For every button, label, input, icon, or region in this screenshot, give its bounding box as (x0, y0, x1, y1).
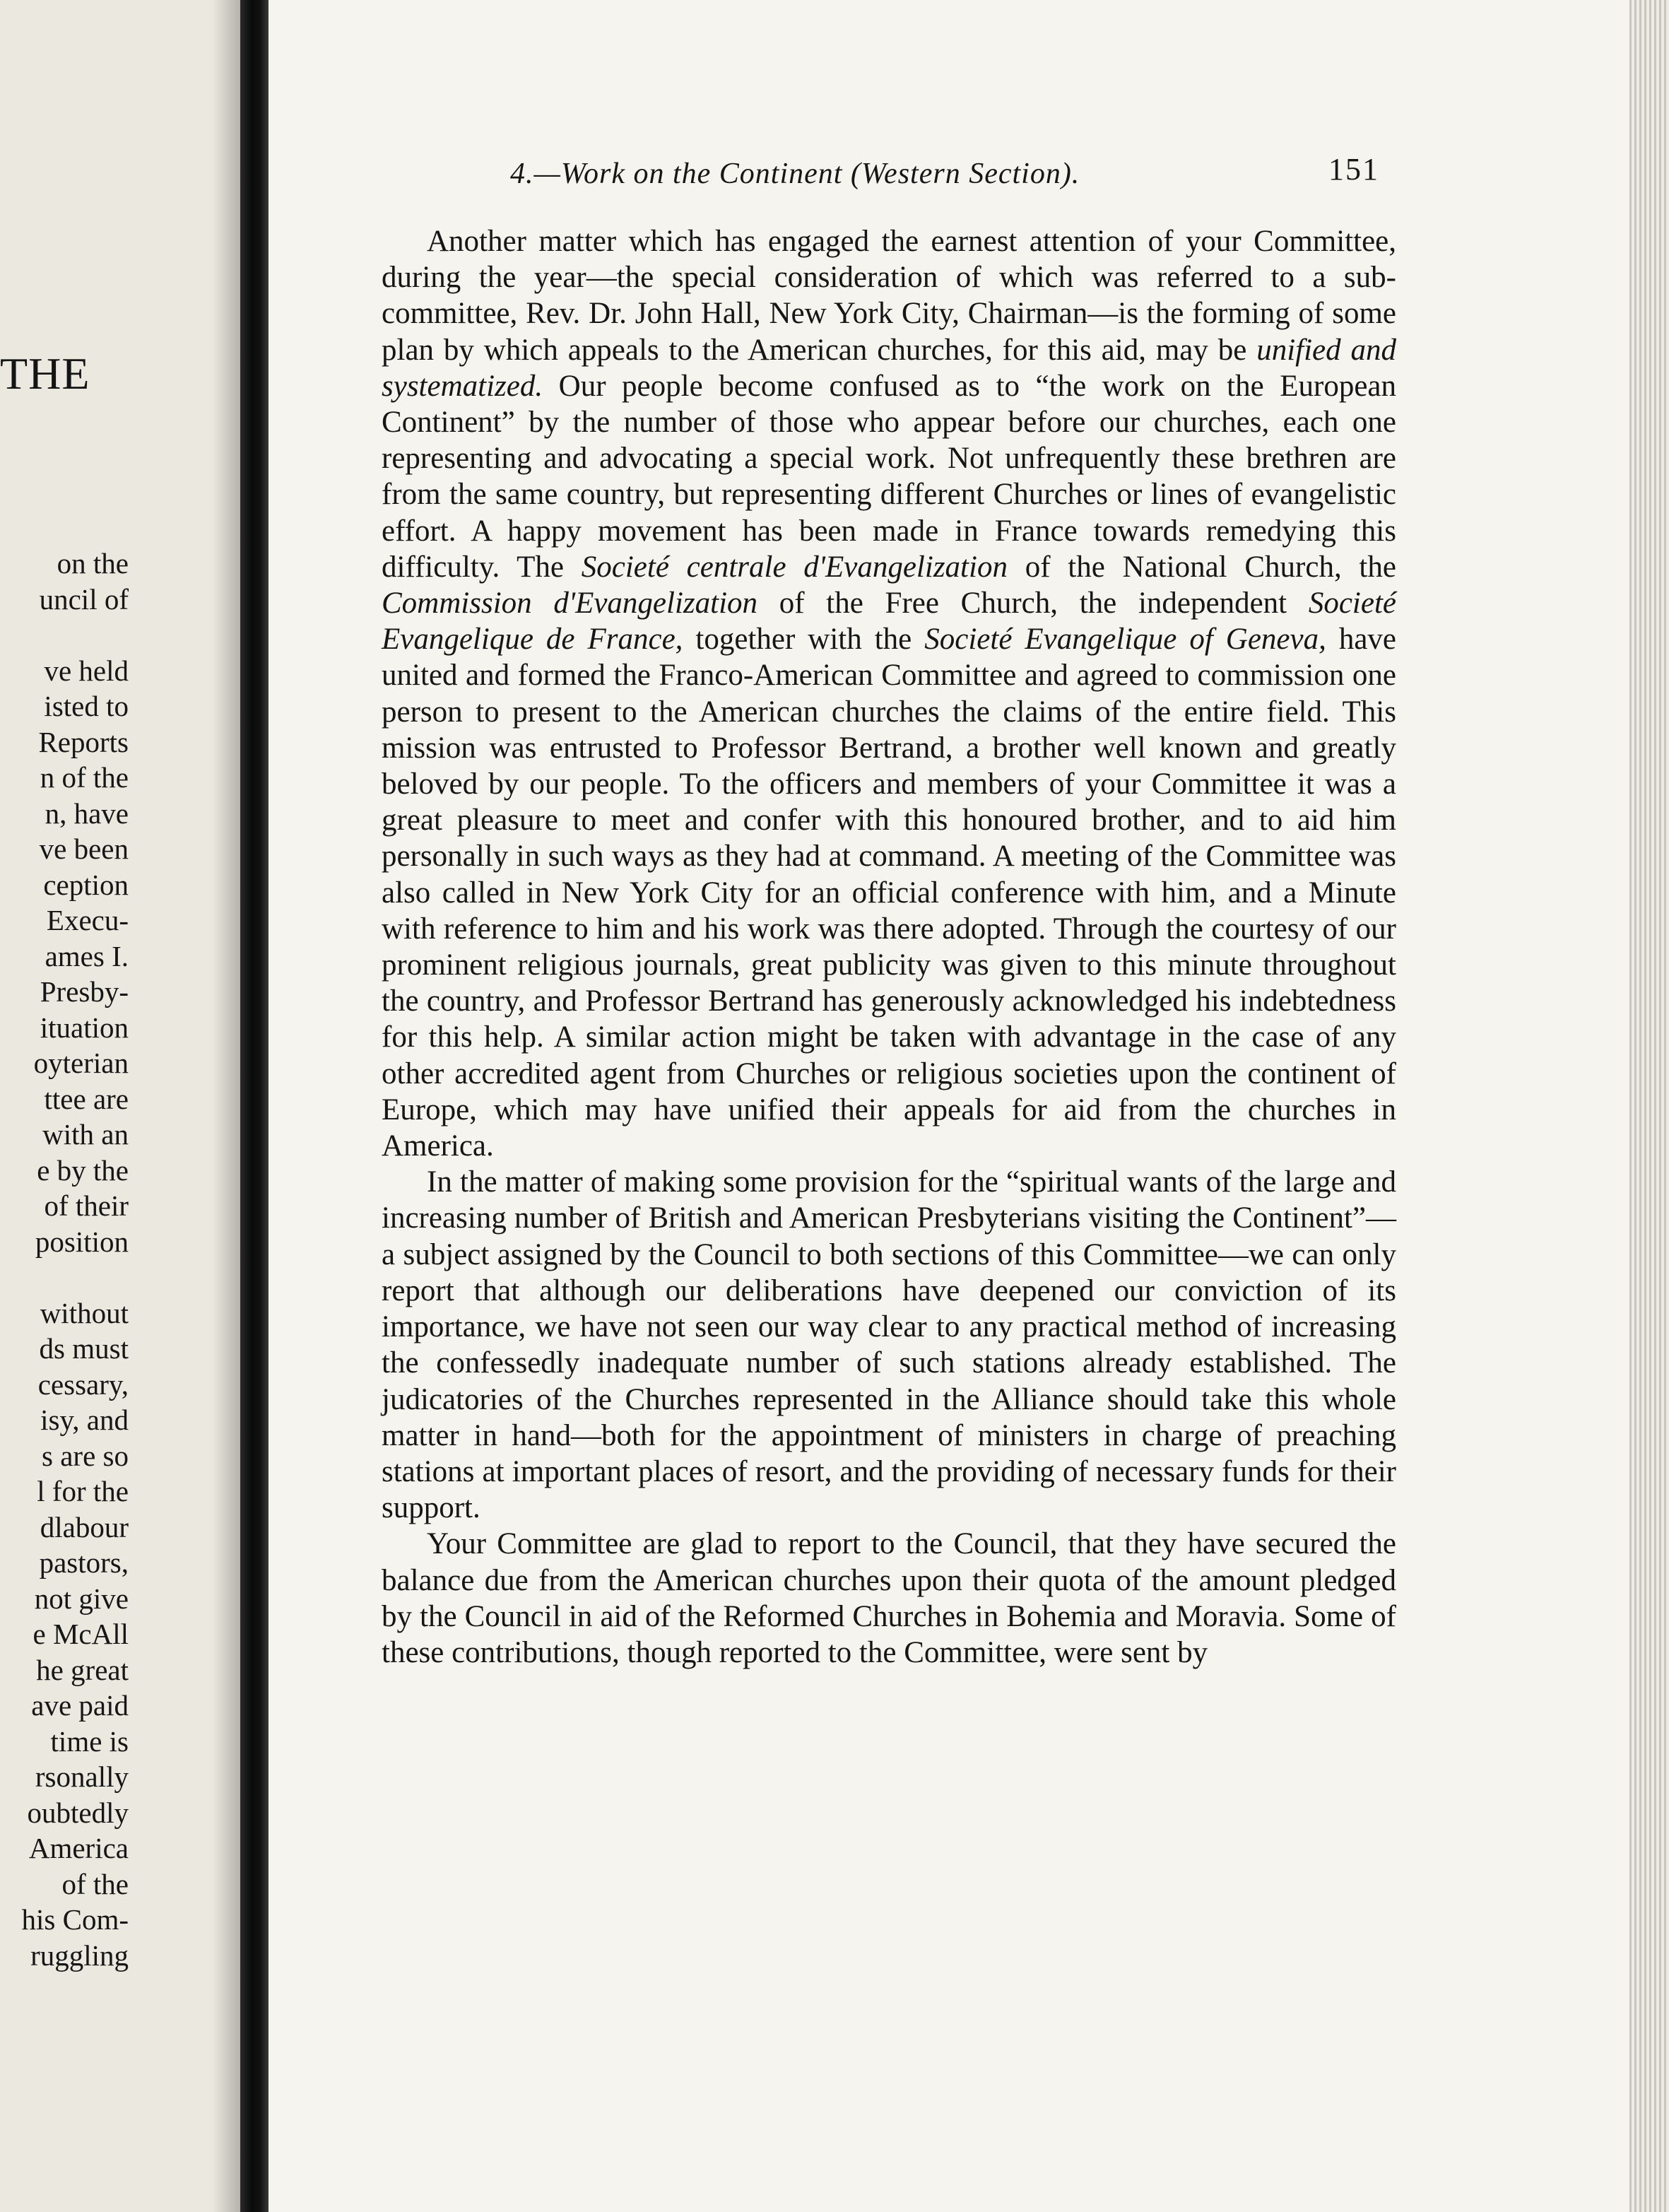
italic-run: unified and systematized. (382, 333, 1396, 403)
left-line: oubtedly (27, 1796, 129, 1829)
left-line: he great (36, 1653, 129, 1686)
paragraph-2 (382, 1164, 1396, 1526)
left-line: isy, and (40, 1404, 129, 1436)
page-edges (1629, 0, 1669, 2212)
left-line: s are so (42, 1439, 129, 1472)
left-page-text (22, 546, 129, 1973)
left-line: ituation (40, 1011, 129, 1044)
left-line: without (40, 1296, 129, 1329)
left-line: America (28, 1832, 129, 1864)
italic-run: Societé Evangelique de France, (382, 587, 1396, 657)
left-line: ve held (44, 654, 129, 687)
text-run: In the matter of making some provision for the “spiritual wants of the large and increasing number of British and American Presbyterians visiting the Continent”—a subject assigned by the Council to both sections of this Committee—we can only report that although our deliberations have deepened our conviction of its importance, we have not seen our way clear to any practical method of increasing the confessedly inadequate number of such stations already established. The judicatories of the Churches represented in the Alliance should take this whole matter in hand—both for the appointment of ministers in charge of preaching stations at important places of resort, and the providing of necessary funds for their support. (382, 1165, 1396, 1525)
left-line: rsonally (35, 1760, 129, 1793)
left-line: e McAll (33, 1618, 129, 1650)
italic-run: Societé centrale d'Evangelization (581, 550, 1008, 584)
right-page (269, 0, 1669, 2212)
left-line: uncil of (39, 582, 129, 616)
italic-run: Commission d'Evangelization (382, 587, 758, 620)
left-line: ruggling (30, 1939, 129, 1972)
text-run: of the Free Church, the independent (757, 587, 1309, 620)
left-line: cessary, (37, 1367, 129, 1401)
running-head: 4.—Work on the Continent (Western Section). (510, 158, 1080, 190)
left-line: Execu- (46, 904, 129, 936)
left-line: l for the (37, 1475, 129, 1507)
page-number: 151 (1328, 152, 1379, 187)
left-line: ttee are (44, 1082, 129, 1115)
left-line: n of the (40, 761, 129, 794)
left-line: position (35, 1225, 129, 1258)
text-run: Our people become confused as to “the work on the European Continent” by the number of those who appear before our churches, each one representing and advocating a special work. Not unfrequently these brethren are from the same country, but representing different Churches or lines of evangelistic effort. A happy movement has been made in France towards remedying this difficulty. The (382, 369, 1396, 584)
left-line: dlabour (40, 1510, 129, 1543)
left-line: with an (42, 1118, 129, 1151)
left-line: e by the (37, 1153, 129, 1187)
left-page-title: THE (0, 348, 90, 399)
text-run: Your Committee are glad to report to the Council, that they have secured the balance due from the American churches upon their quota of the amount pledged by the Council in aid of the Reformed Churches in Bohemia and Moravia. Some of these contributions, though reported to the Committee, were sent by (382, 1527, 1396, 1669)
left-page-fragment (0, 0, 254, 2212)
italic-run: Societé Evangelique of Geneva, (924, 623, 1326, 657)
left-line: n, have (45, 796, 129, 830)
left-line: oyterian (33, 1047, 129, 1079)
left-line: of the (61, 1867, 129, 1900)
text-run: together with the (683, 623, 925, 657)
paragraph-1 (382, 223, 1396, 1164)
left-line: his Com- (21, 1903, 129, 1936)
left-line: not give (34, 1582, 129, 1615)
left-line: ve been (39, 833, 129, 865)
left-line: Presby- (40, 975, 129, 1008)
left-line: ception (43, 868, 129, 901)
book-gutter (240, 0, 269, 2212)
left-line: Reports (38, 725, 129, 758)
left-line: of their (44, 1189, 129, 1222)
left-line: ave paid (31, 1689, 129, 1722)
left-line: isted to (44, 690, 129, 722)
left-line: ds must (39, 1332, 129, 1365)
text-run: Another matter which has engaged the earnest attention of your Committee, during the year—the special consideration of which was referred to a sub-committee, Rev. Dr. John Hall, New York City, Chairman—is the forming of some plan by which appeals to the American churches, for this aid, may be (382, 225, 1396, 367)
left-line: time is (50, 1724, 129, 1758)
left-line: on the (57, 547, 129, 580)
body-text (382, 223, 1396, 1671)
text-run: have united and formed the Franco-American Committee and agreed to commission one person to present to the American churches the claims of the entire field. This mission was entrusted to Professor Bertrand, a brother well known and greatly beloved by our people. To the officers and members of your Committee it was a great pleasure to meet and confer with this honoured brother, and to aid him personally in such ways as they had at command. A meeting of the Committee was also called in New York City for an official conference with him, and a Minute with reference to him and his work was there adopted. Through the courtesy of our prominent religious journals, great publicity was given to this minute throughout the country, and Professor Bertrand has generously acknowledged his indebtedness for this help. A similar action might be taken with advantage in the case of any other accredited agent from Churches or religious societies upon the continent of Europe, which may have unified their appeals for aid from the churches in America. (382, 623, 1396, 1163)
paragraph-3 (382, 1526, 1396, 1671)
left-line (22, 1259, 129, 1295)
left-line: ames I. (45, 939, 129, 972)
text-run: of the National Church, the (1007, 550, 1396, 584)
left-line: pastors, (39, 1546, 129, 1579)
left-line (22, 617, 129, 653)
